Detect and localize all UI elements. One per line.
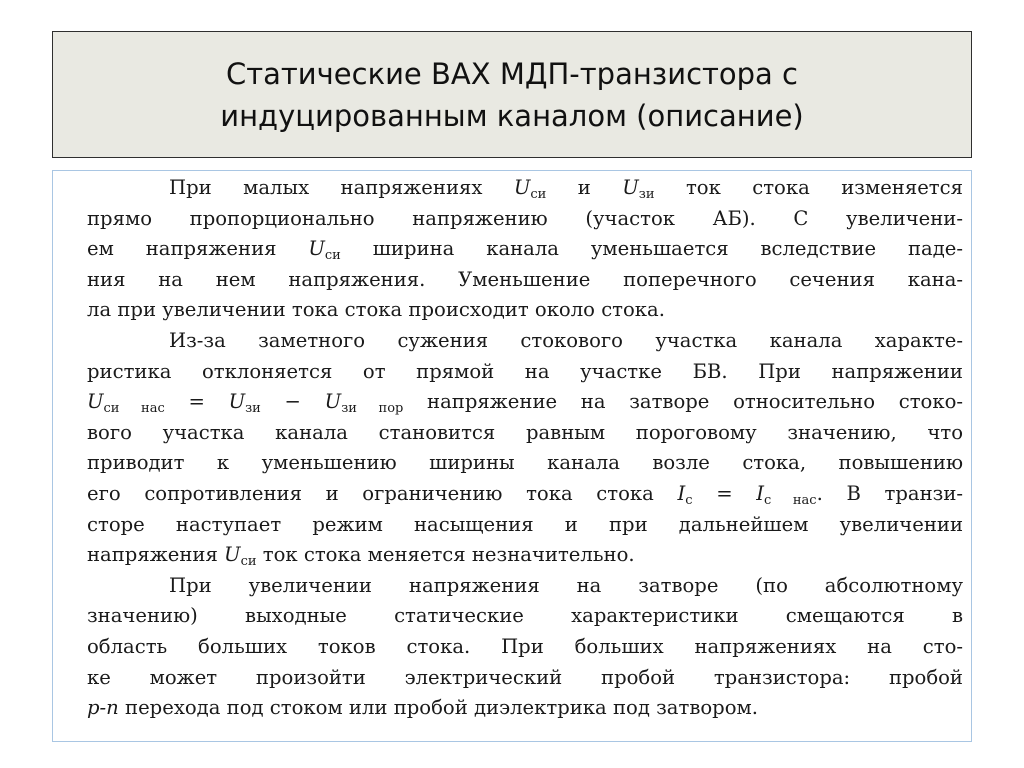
text-line: Из-за заметного сужения стокового участка канала характе- bbox=[169, 328, 963, 352]
title-line-2: индуцированным каналом (описание) bbox=[220, 98, 804, 133]
text-line: ке может произойти электрический пробой транзистора: пробой bbox=[87, 665, 963, 689]
paragraph-2 bbox=[87, 326, 963, 571]
paragraph-3 bbox=[87, 571, 963, 724]
slide-title bbox=[52, 31, 972, 158]
text-line: его сопротивления и ограничению тока стока $I_с = I_{с нас}$. В транзи- bbox=[87, 481, 964, 508]
text-line: ния на нем напряжения. Уменьшение поперечного сечения кана- bbox=[87, 267, 963, 291]
text-line: область больших токов стока. При больших напряжениях на сто- bbox=[87, 634, 963, 658]
text-line: При малых напряжениях $U_{си}$ и $U_{зи}$ ток стока изменяется bbox=[169, 176, 963, 202]
text-line: значению) выходные статические характеристики смещаются в bbox=[87, 604, 963, 628]
text-line: $U_{си нас} = U_{зи} - U_{зи пор}$ напряжение на затворе относительно стоко- bbox=[87, 390, 963, 417]
text-line: напряжения $U_{си}$ ток стока меняется незначительно. bbox=[87, 543, 635, 570]
text-line: При увеличении напряжения на затворе (по абсолютному bbox=[169, 573, 963, 597]
text-line: прямо пропорционально напряжению (участок АБ). С увеличени- bbox=[87, 206, 963, 230]
text-line: вого участка канала становится равным пороговому значению, что bbox=[87, 420, 963, 444]
title-line-1: Статические ВАХ МДП-транзистора с bbox=[226, 56, 798, 91]
paragraph-1 bbox=[87, 173, 963, 326]
text-line: p-n перехода под стоком или пробой диэлектрика под затвором. bbox=[87, 696, 758, 720]
text-line: ристика отклоняется от прямой на участке БВ. При напряжении bbox=[87, 359, 963, 383]
text-line: ем напряжения $U_{си}$ ширина канала уменьшается вследствие паде- bbox=[87, 237, 963, 264]
text-line: сторе наступает режим насыщения и при дальнейшем увеличении bbox=[87, 512, 963, 536]
text-line: ла при увеличении тока стока происходит около стока. bbox=[87, 298, 665, 322]
scanned-text-block bbox=[52, 170, 972, 742]
text-line: приводит к уменьшению ширины канала возле стока, повышению bbox=[87, 451, 963, 475]
